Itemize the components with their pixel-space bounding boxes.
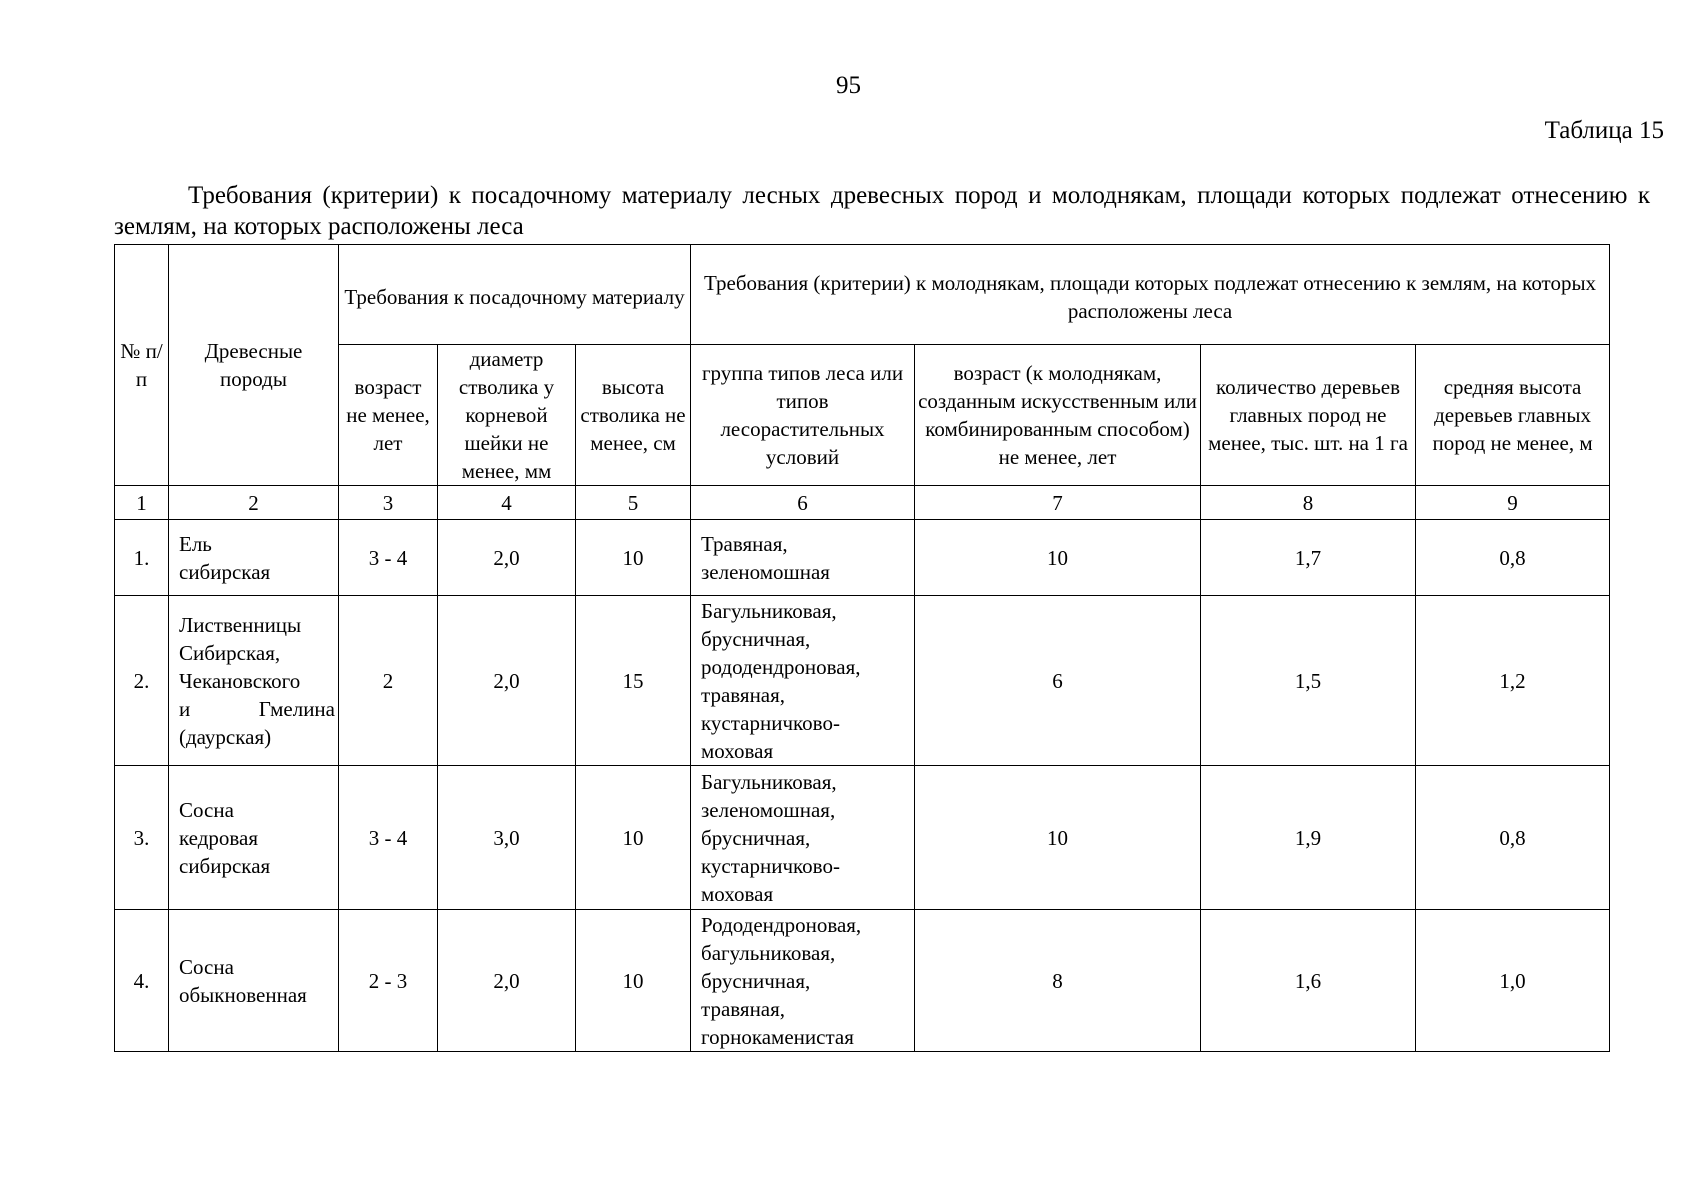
table-label: Таблица 15	[1544, 117, 1664, 144]
age-cell: 3 - 4	[339, 520, 438, 596]
cell-line: травяная,	[701, 682, 786, 707]
cell-line: брусничная,	[701, 825, 811, 850]
cell-line: багульниковая,	[701, 940, 836, 965]
header-diameter: диаметр стволика у корневой шейки не менее, мм	[438, 345, 576, 486]
diameter-cell: 2,0	[438, 520, 576, 596]
cell-line: Сибирская,	[179, 640, 281, 665]
age-cell: 2 - 3	[339, 910, 438, 1052]
species-cell	[169, 520, 339, 596]
header-young-age: возраст (к молоднякам, созданным искусственным или комбинированным способом) не менее, лет	[915, 345, 1201, 486]
cell-line: обыкновенная	[179, 982, 307, 1007]
height-cell: 10	[576, 520, 691, 596]
cell-word: Гмелина	[258, 696, 335, 721]
header-group-young: Требования (критерии) к молоднякам, площади которых подлежат отнесению к землям, на которых расположены леса	[691, 245, 1610, 345]
cell-line: горнокаменистая	[701, 1024, 854, 1049]
avg-height-cell: 0,8	[1416, 520, 1610, 596]
height-cell: 15	[576, 596, 691, 766]
column-number: 5	[576, 486, 691, 520]
height-cell: 10	[576, 910, 691, 1052]
requirements-table	[114, 244, 1610, 1052]
column-number: 8	[1201, 486, 1416, 520]
forest-type-cell	[691, 766, 915, 910]
column-number-row	[115, 486, 1610, 520]
column-number: 7	[915, 486, 1201, 520]
header-num: № п/п	[115, 245, 169, 486]
cell-line: сибирская	[179, 559, 271, 584]
header-group-planting: Требования к посадочному материалу	[339, 245, 691, 345]
header-species: Древесные породы	[169, 245, 339, 486]
cell-line: кустарничково-	[701, 853, 840, 878]
quantity-cell: 1,9	[1201, 766, 1416, 910]
table-row	[115, 910, 1610, 1052]
cell-line: Чекановского	[179, 668, 301, 693]
avg-height-cell: 1,0	[1416, 910, 1610, 1052]
column-number: 3	[339, 486, 438, 520]
species-cell	[169, 910, 339, 1052]
diameter-cell: 2,0	[438, 910, 576, 1052]
quantity-cell: 1,7	[1201, 520, 1416, 596]
header-age: возраст не менее, лет	[339, 345, 438, 486]
cell-line: зеленомошная,	[701, 797, 836, 822]
cell-line: зеленомошная	[701, 559, 830, 584]
cell-line: сибирская	[179, 853, 271, 878]
age-cell: 3 - 4	[339, 766, 438, 910]
diameter-cell: 2,0	[438, 596, 576, 766]
row-number: 2.	[115, 596, 169, 766]
young-age-cell: 10	[915, 766, 1201, 910]
row-number: 1.	[115, 520, 169, 596]
cell-line: (даурская)	[179, 724, 272, 749]
cell-line: моховая	[701, 881, 774, 906]
cell-line: Ель	[179, 531, 212, 556]
cell-line: кустарничково-	[701, 710, 840, 735]
cell-line: Лиственницы	[179, 612, 302, 637]
cell-line: брусничная,	[701, 968, 811, 993]
cell-line: Рододендроновая,	[701, 912, 862, 937]
cell-line: рододендроновая,	[701, 654, 861, 679]
forest-type-cell	[691, 596, 915, 766]
cell-line: Сосна	[179, 954, 234, 979]
species-cell	[169, 596, 339, 766]
row-number: 4.	[115, 910, 169, 1052]
quantity-cell: 1,5	[1201, 596, 1416, 766]
avg-height-cell: 1,2	[1416, 596, 1610, 766]
cell-line: Травяная,	[701, 531, 788, 556]
cell-line: моховая	[701, 738, 774, 763]
height-cell: 10	[576, 766, 691, 910]
quantity-cell: 1,6	[1201, 910, 1416, 1052]
cell-line: Сосна	[179, 797, 234, 822]
page-number: 95	[836, 72, 861, 99]
species-cell	[169, 766, 339, 910]
cell-word: и	[179, 696, 191, 721]
avg-height-cell: 0,8	[1416, 766, 1610, 910]
column-number: 1	[115, 486, 169, 520]
cell-line: кедровая	[179, 825, 259, 850]
header-avg-height: средняя высота деревьев главных пород не менее, м	[1416, 345, 1610, 486]
young-age-cell: 6	[915, 596, 1201, 766]
column-number: 6	[691, 486, 915, 520]
table-row	[115, 766, 1610, 910]
header-forest-type: группа типов леса или типов лесорастительных условий	[691, 345, 915, 486]
cell-line: Багульниковая,	[701, 769, 837, 794]
cell-line	[179, 695, 335, 723]
forest-type-cell	[691, 520, 915, 596]
column-number: 9	[1416, 486, 1610, 520]
age-cell: 2	[339, 596, 438, 766]
column-number: 4	[438, 486, 576, 520]
table-row	[115, 520, 1610, 596]
young-age-cell: 8	[915, 910, 1201, 1052]
diameter-cell: 3,0	[438, 766, 576, 910]
table-row	[115, 596, 1610, 766]
forest-type-cell	[691, 910, 915, 1052]
row-number: 3.	[115, 766, 169, 910]
cell-line: Багульниковая,	[701, 598, 837, 623]
header-height: высота стволика не менее, см	[576, 345, 691, 486]
young-age-cell: 10	[915, 520, 1201, 596]
table-caption: Требования (критерии) к посадочному материалу лесных древесных пород и молоднякам, площади которых подлежат отнесению к землям, на которых расположены леса	[114, 182, 1650, 240]
cell-line: травяная,	[701, 996, 786, 1021]
cell-line: брусничная,	[701, 626, 811, 651]
column-number: 2	[169, 486, 339, 520]
header-quantity: количество деревьев главных пород не менее, тыс. шт. на 1 га	[1201, 345, 1416, 486]
